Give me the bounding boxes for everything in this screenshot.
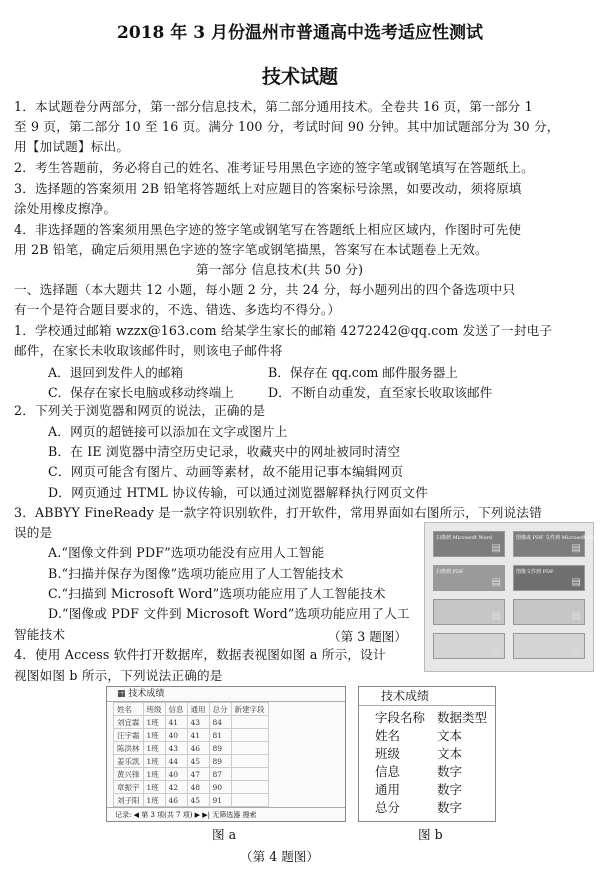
column-header: 字段名称 [375, 710, 426, 725]
scan-to-word-tile[interactable] [433, 531, 505, 557]
data-type[interactable]: 数字 [437, 782, 463, 797]
cell[interactable]: 40 [165, 768, 187, 781]
table-title: 技术成绩 [381, 689, 430, 703]
option-a: A．退回到发件人的邮箱 [48, 365, 184, 380]
cell[interactable] [231, 781, 268, 794]
table-row[interactable] [369, 798, 493, 816]
option-d: D.“图像或 PDF 文件到 Microsoft Word”选项功能应用了人工 [48, 606, 410, 621]
cell[interactable]: 45 [187, 755, 209, 768]
table-icon: ▦ [117, 689, 129, 699]
cell[interactable]: 1班 [143, 755, 165, 768]
option-c: C.“扫描到 Microsoft Word”选项功能应用了人工智能技术 [48, 586, 386, 601]
cell[interactable]: 46 [165, 794, 187, 807]
table-row[interactable] [114, 781, 269, 794]
table-row[interactable] [369, 762, 493, 780]
table-header-row [114, 703, 269, 716]
table-tab[interactable] [107, 687, 345, 702]
document-icon: ▤ [571, 577, 581, 588]
column-header[interactable]: 信息 [165, 703, 187, 716]
ocr-software-panel [424, 522, 601, 672]
option-tile[interactable] [433, 599, 505, 625]
scan-to-pdf-tile[interactable] [433, 565, 505, 591]
field-name[interactable]: 信息 [375, 764, 401, 779]
column-header[interactable]: 总分 [209, 703, 231, 716]
table-row[interactable] [114, 794, 269, 807]
document-icon: ▤ [571, 543, 581, 554]
cell[interactable]: 46 [187, 742, 209, 755]
option-tile[interactable] [433, 633, 505, 659]
cell[interactable]: 1班 [143, 794, 165, 807]
section-intro: 有一个是符合题目要求的，不选、错选、多选均不得分。） [14, 302, 341, 317]
instruction-line: 用【加试题】标出。 [14, 139, 130, 154]
question-stem: 误的是 [14, 525, 53, 540]
document-icon: ▤ [491, 645, 501, 656]
cell[interactable]: 刘宜霖 [114, 716, 144, 729]
cell[interactable] [231, 755, 268, 768]
cell[interactable]: 章振宇 [114, 781, 144, 794]
option-c: C．保存在家长电脑或移动终端上 [48, 385, 234, 400]
cell[interactable]: 45 [187, 794, 209, 807]
cell[interactable]: 黄兴锋 [114, 768, 144, 781]
image-to-word-tile[interactable] [513, 531, 601, 557]
record-navigator[interactable]: 记录: ◀ 第 3 项(共 7 项) ▶ ▶| 无筛选器 搜索 [107, 807, 345, 821]
table-row[interactable] [369, 780, 493, 798]
field-name[interactable]: 通用 [375, 782, 401, 797]
cell[interactable]: 陈洪林 [114, 742, 144, 755]
datasheet-view [106, 686, 346, 822]
exam-title: 2018 年 3 月份温州市普通高中选考适应性测试 [117, 23, 483, 43]
cell[interactable] [231, 716, 268, 729]
table-row[interactable] [369, 726, 493, 744]
option-tile[interactable] [513, 633, 585, 659]
instruction-line: 4．非选择题的答案须用黑色字迹的签字笔或钢笔写在答题纸上相应区域内，作图时可先使 [14, 222, 522, 237]
table-row[interactable] [114, 755, 269, 768]
image-to-pdf-tile[interactable] [513, 565, 585, 591]
option-d-continuation: 智能技术 [14, 627, 66, 642]
table-row[interactable] [114, 742, 269, 755]
cell[interactable]: 1班 [143, 781, 165, 794]
part-heading: 第一部分 信息技术(共 50 分) [196, 262, 364, 277]
question-stem: 2．下列关于浏览器和网页的说法，正确的是 [14, 403, 266, 418]
tile-label: 扫描到 Microsoft Word [436, 535, 492, 541]
option-a: A.“图像文件到 PDF”选项功能没有应用人工智能 [48, 545, 325, 560]
table-row[interactable] [114, 716, 269, 729]
table-title: 技术成绩 [128, 689, 165, 699]
field-name[interactable]: 总分 [375, 800, 401, 815]
column-header: 数据类型 [437, 710, 488, 725]
question-stem: 3．ABBYY FineReady 是一款字符识别软件，打开软件，常用界面如右图所示，下列说法错 [14, 505, 542, 520]
datasheet-table [113, 702, 269, 807]
option-tile[interactable] [513, 599, 585, 625]
option-d: D．不断自动重发，直至家长收取该邮件 [268, 385, 493, 400]
column-header[interactable]: 班级 [143, 703, 165, 716]
question-stem: 4．使用 Access 软件打开数据库，数据表视图如图 a 所示，设计 [14, 647, 386, 662]
cell[interactable]: 43 [187, 716, 209, 729]
cell[interactable] [231, 794, 268, 807]
cell[interactable]: 87 [209, 768, 231, 781]
cell[interactable]: 84 [209, 716, 231, 729]
cell[interactable]: 89 [209, 742, 231, 755]
instruction-line: 2．考生答题前，务必将自己的姓名、准考证号用黑色字迹的签字笔或钢笔填写在答题纸上。 [14, 160, 534, 175]
data-type[interactable]: 数字 [437, 764, 463, 779]
table-header-row [369, 708, 493, 726]
figure-a-caption: 图 a [212, 827, 237, 842]
document-icon: ▤ [571, 611, 581, 622]
cell[interactable]: 姜乐凯 [114, 755, 144, 768]
column-header[interactable]: 姓名 [114, 703, 144, 716]
cell[interactable]: 1班 [143, 729, 165, 742]
instruction-line: 涂处用橡皮擦净。 [14, 201, 117, 216]
data-type[interactable]: 文本 [437, 728, 463, 743]
tile-label: 图像文件到 PDF [516, 569, 554, 575]
cell[interactable]: 41 [187, 729, 209, 742]
instruction-line: 1．本试题卷分两部分，第一部分信息技术，第二部分通用技术。全卷共 16 页，第一部分 1 [14, 99, 533, 114]
cell[interactable]: 40 [165, 729, 187, 742]
field-name[interactable]: 班级 [375, 746, 401, 761]
question-stem: 邮件，在家长未收取该邮件时，则该电子邮件将 [14, 343, 283, 358]
question-stem: 视图如图 b 所示，下列说法正确的是 [14, 668, 223, 683]
cell[interactable]: 90 [209, 781, 231, 794]
cell[interactable]: 48 [187, 781, 209, 794]
option-b: B．在 IE 浏览器中清空历史记录，收藏夹中的网址被同时清空 [48, 444, 401, 459]
table-row[interactable] [369, 744, 493, 762]
exam-subtitle: 技术试题 [261, 66, 338, 88]
cell[interactable] [231, 742, 268, 755]
question-stem: 1．学校通过邮箱 wzzx@163.com 给某学生家长的邮箱 4272242@qq.com 发送了一封电子 [14, 323, 553, 338]
option-b: B．保存在 qq.com 邮件服务器上 [268, 365, 458, 380]
tile-label: 图像或 PDF 文件到 Microsoft Word [516, 535, 601, 541]
data-type[interactable]: 文本 [437, 746, 463, 761]
cell[interactable]: 44 [165, 755, 187, 768]
instruction-line: 用 2B 铅笔，确定后须用黑色字迹的签字笔或钢笔描黑，答案写在本试题卷上无效。 [14, 242, 488, 257]
data-type[interactable]: 数字 [437, 800, 463, 815]
instruction-line: 3．选择题的答案须用 2B 铅笔将答题纸上对应题目的答案标号涂黑，如要改动，须将原填 [14, 181, 522, 196]
tile-label: 扫描到 PDF [436, 569, 464, 575]
option-c: C．网页可能含有图片、动画等素材，故不能用记事本编辑网页 [48, 464, 404, 479]
document-icon: ▤ [571, 645, 581, 656]
column-header[interactable]: 新建字段 [231, 703, 268, 716]
option-b: B.“扫描并保存为图像”选项功能应用了人工智能技术 [48, 566, 344, 581]
column-header[interactable]: 通用 [187, 703, 209, 716]
figure-b-caption: 图 b [418, 827, 443, 842]
cell[interactable]: 汪宇霜 [114, 729, 144, 742]
cell[interactable]: 刘子阳 [114, 794, 144, 807]
option-a: A．网页的超链接可以添加在文字或图片上 [48, 424, 288, 439]
document-icon: ▤ [491, 543, 501, 554]
cell[interactable]: 41 [165, 716, 187, 729]
cell[interactable]: 42 [165, 781, 187, 794]
figure-caption: （第 3 题图） [328, 629, 407, 644]
cell[interactable]: 47 [187, 768, 209, 781]
cell[interactable]: 1班 [143, 768, 165, 781]
cell[interactable]: 1班 [143, 742, 165, 755]
figure-caption: （第 4 题图） [240, 849, 319, 864]
section-intro: 一、选择题（本大题共 12 小题，每小题 2 分，共 24 分，每小题列出的四个备选项中只 [14, 282, 516, 297]
cell[interactable]: 81 [209, 729, 231, 742]
instruction-line: 至 9 页，第二部分 10 至 16 页。满分 100 分，考试时间 90 分钟。其中加试题部分为 30 分， [14, 119, 560, 134]
cell[interactable] [231, 729, 268, 742]
cell[interactable]: 91 [209, 794, 231, 807]
document-icon: ▤ [491, 577, 501, 588]
field-name[interactable]: 姓名 [375, 728, 401, 743]
design-view [358, 686, 496, 822]
cell[interactable] [231, 768, 268, 781]
table-tab[interactable] [359, 687, 495, 706]
cell[interactable]: 43 [165, 742, 187, 755]
cell[interactable]: 89 [209, 755, 231, 768]
design-table [369, 708, 493, 816]
option-d: D．网页通过 HTML 协议传输，可以通过浏览器解释执行网页文件 [48, 485, 428, 500]
document-icon: ▤ [491, 611, 501, 622]
table-row[interactable] [114, 768, 269, 781]
cell[interactable]: 1班 [143, 716, 165, 729]
table-row[interactable] [114, 729, 269, 742]
